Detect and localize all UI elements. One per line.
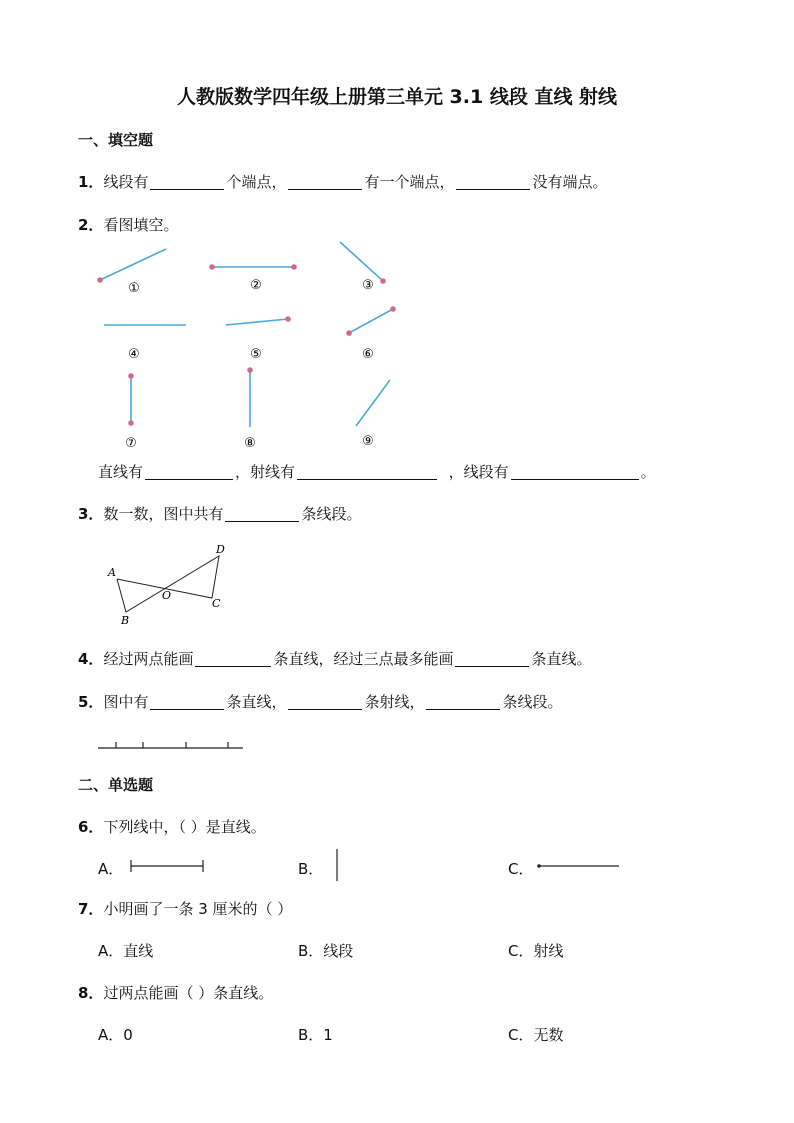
section-fill-in: 一、填空题	[78, 131, 154, 149]
q8-option-c[interactable]: C．无数	[508, 1026, 564, 1044]
question-6: 6．下列线中，（ ）是直线。	[78, 818, 266, 836]
q1-number: 1．	[78, 173, 104, 191]
question-1: 1．线段有 个端点， 有一个端点， 没有端点。	[78, 173, 608, 191]
page-title: 人教版数学四年级上册第三单元 3.1 线段 直线 射线	[176, 86, 618, 108]
q6-option-b[interactable]: B．	[298, 860, 324, 878]
q7-option-b[interactable]: B．线段	[298, 942, 354, 960]
figure-label-3: ③	[362, 278, 374, 293]
figure-label-7: ⑦	[125, 436, 137, 451]
figure-label-2: ②	[250, 278, 262, 293]
q6-option-c[interactable]: C．	[508, 860, 534, 878]
question-3: 3．数一数，图中共有 条线段。	[78, 505, 362, 523]
figure-label-9: ⑨	[362, 434, 374, 449]
q7-option-c[interactable]: C．射线	[508, 942, 564, 960]
question-7: 7．小明画了一条 3 厘米的（ ）	[78, 900, 293, 918]
point-a-label: A	[108, 566, 116, 579]
figure-label-6: ⑥	[362, 347, 374, 362]
figure-label-4: ④	[128, 347, 140, 362]
point-c-label: C	[212, 597, 221, 610]
figure-label-1: ①	[128, 281, 140, 296]
point-b-label: B	[121, 614, 130, 627]
question-5: 5．图中有 条直线， 条射线， 条线段。	[78, 693, 563, 711]
option-c-endpoint	[537, 864, 541, 868]
q8-option-a[interactable]: A．0	[98, 1026, 133, 1044]
question-4: 4．经过两点能画 条直线，经过三点最多能画 条直线。	[78, 650, 592, 668]
section-single-choice: 二、单选题	[78, 776, 154, 794]
question-2: 2．看图填空。	[78, 216, 179, 234]
q8-option-b[interactable]: B．1	[298, 1026, 333, 1044]
q7-option-a[interactable]: A．直线	[98, 942, 154, 960]
point-d-label: D	[216, 543, 225, 556]
q6-option-a[interactable]: A．	[98, 860, 124, 878]
point-o-label: O	[162, 589, 172, 602]
figure-label-5: ⑤	[250, 347, 262, 362]
question-8: 8．过两点能画（ ）条直线。	[78, 984, 274, 1002]
q2-answer-line: 直线有 ，射线有 ，线段有 。	[98, 463, 656, 481]
figure-label-8: ⑧	[244, 436, 256, 451]
